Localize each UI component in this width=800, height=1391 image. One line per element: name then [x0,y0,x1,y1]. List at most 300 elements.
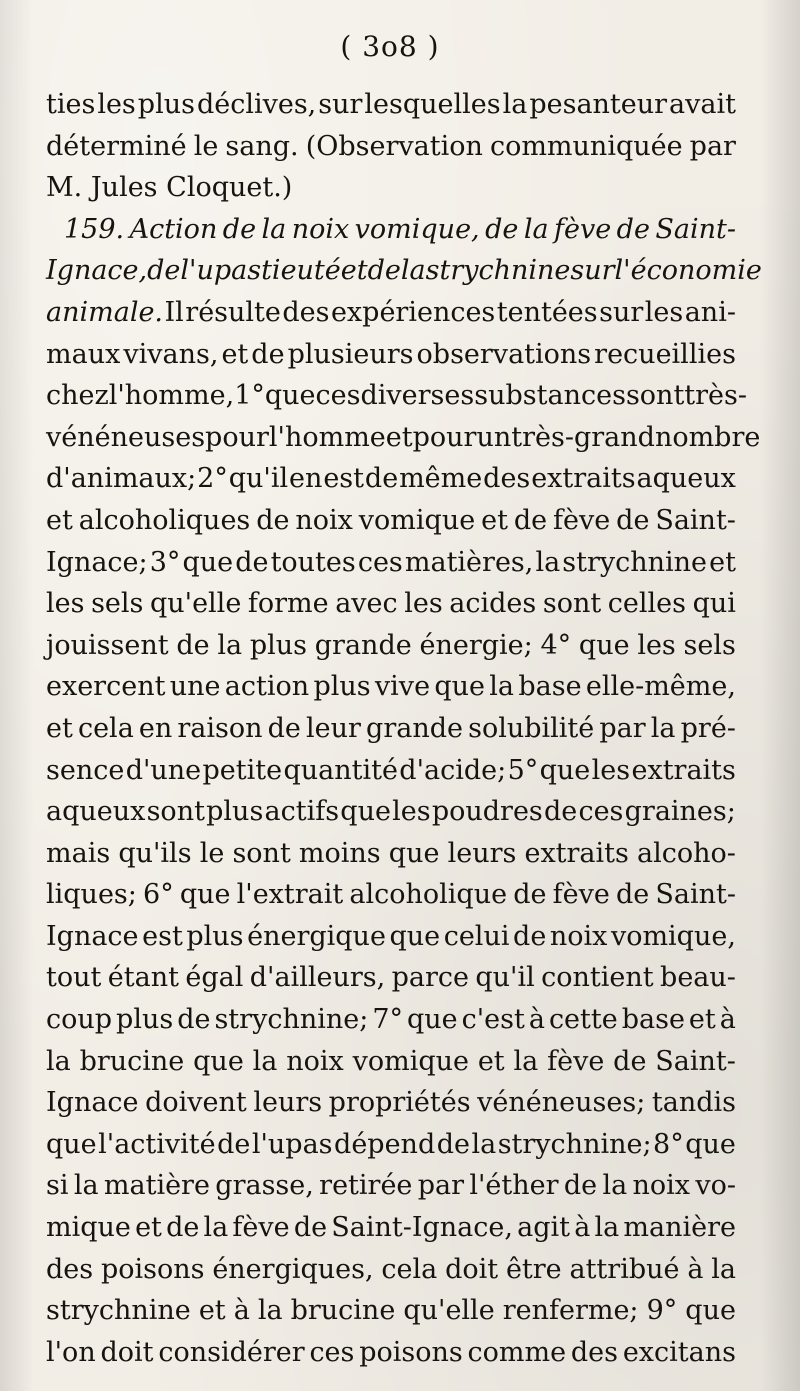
word: résulte [185,296,281,328]
italic-word: vomique, [354,213,480,245]
word: de [616,504,650,536]
word: extraits [524,837,629,869]
word: celui [443,920,510,952]
word: 5° [507,754,539,786]
word: énergiques, [212,1253,374,1285]
word: jouissent [46,629,169,661]
word: leurs [447,837,517,869]
word: M. [46,172,83,204]
text-line [46,1041,736,1083]
text-line [46,625,736,667]
word: l'upas [251,1128,333,1160]
word: elle-même, [585,671,736,703]
word: et [709,546,736,578]
word: les [404,588,443,620]
text-line [46,375,748,417]
word: Saint- [655,879,736,911]
word: diverses [360,380,475,412]
word: qu'elle [403,1295,495,1327]
text-line [46,250,762,292]
word: que [685,1128,736,1160]
word: Ignace [46,920,139,952]
word: petite [202,754,283,786]
word: matières, [404,546,534,578]
word: mique [46,1212,131,1244]
italic-word: Saint- [655,213,736,245]
word: sont [146,796,205,828]
word: des [570,1336,619,1368]
word: l'éther [469,1170,559,1202]
word: brucine [79,1045,185,1077]
word: aqueux [636,463,736,495]
word: alcoholiques [78,504,251,536]
text-line [46,1165,736,1207]
word: pré- [680,712,736,744]
word: le [193,130,219,162]
word: à [687,1253,704,1285]
word: sont [542,588,602,620]
text-line [46,666,736,708]
word: qu'ils [118,837,192,869]
word: que [539,754,591,786]
word: cela [77,712,134,744]
word: et [135,1212,162,1244]
word: tandis [651,1087,736,1119]
word: et [46,504,73,536]
word: 1° [234,380,265,412]
word: déterminé [46,130,187,162]
word: noix [632,1170,691,1202]
word: contient [541,962,654,994]
word: de [364,463,399,495]
word: d'animaux; [46,463,197,495]
italic-word: tieuté [261,255,341,287]
word: toutes [270,546,356,578]
word: excitans [622,1336,736,1368]
word: étant [107,962,179,994]
text-line [46,957,736,999]
italic-word: strychnine [425,255,571,287]
word: vénéneuses [46,421,206,453]
word: observations [416,338,592,370]
word: de [613,1045,647,1077]
word: beau- [660,962,736,994]
word: poisons [100,1253,205,1285]
word: très-grand [511,421,655,453]
word: les [591,754,631,786]
word: ces [357,546,403,578]
word: vivans, [123,338,219,370]
text-line [46,1082,736,1124]
word: de [166,1212,200,1244]
word: vive [374,671,431,703]
word: mais [46,837,111,869]
word: plus [137,89,195,120]
word: considérer [158,1336,305,1368]
word: avec [335,588,398,620]
word: la [502,89,528,120]
word: que [264,380,316,412]
word: grande [314,629,412,661]
word: d'acide; [399,754,507,786]
italic-word: 159. [64,213,125,245]
text-line [46,1249,736,1291]
word: alcoho- [637,837,736,869]
word: retirée [319,1170,413,1202]
word: actifs [264,796,340,828]
word: de [513,504,548,536]
word: qui [692,588,736,620]
word: est [142,920,183,952]
word: d'ailleurs, [249,962,386,994]
word: l'on [46,1336,96,1368]
text-line [46,708,736,750]
word: même [399,463,483,495]
word: sur [318,89,363,120]
word: la [73,1170,99,1202]
word: Saint-Ignace, [331,1212,513,1244]
italic-word: la [261,213,287,245]
word: ties [46,89,96,120]
text-line [46,292,736,334]
word: expériences [330,296,496,328]
italic-word: noix [291,213,350,245]
word: leurs [253,1087,323,1119]
word: déclives, [196,89,317,120]
word: plus [116,1004,174,1036]
text-line [46,750,736,792]
word: si [46,1170,69,1202]
word: vomique [352,1045,469,1077]
word: communiquée [489,130,683,162]
word: vo- [695,1170,736,1202]
word: grande [366,712,463,744]
word: forme [247,588,329,620]
word: et [385,421,413,453]
word: fève [547,1045,605,1077]
word: l'extrait [236,879,344,911]
word: plus [186,920,244,952]
word: l'activité [98,1128,216,1160]
word: Jules [90,172,158,204]
word: sont [625,380,685,412]
page-number: ( 3o8 ) [340,30,440,63]
text-line [46,84,736,126]
word: de [251,338,285,370]
word: noix [286,1045,344,1077]
word: qu'il [475,962,535,994]
word: que [340,796,391,828]
word: poudres [431,796,543,828]
word: de [293,1212,328,1244]
word: pour [412,421,477,453]
word: de [563,1170,598,1202]
word: de [513,920,547,952]
word: énergique [247,920,386,952]
word: de [177,1004,211,1036]
word: par [417,1170,465,1202]
word: comme [467,1336,567,1368]
word: recueillies [594,338,736,370]
word: coup [46,1004,113,1036]
word: sels [683,629,736,661]
word: fève [553,504,611,536]
word: plus [313,671,371,703]
word: quantité [283,754,398,786]
word: est [323,463,364,495]
word: attribué [569,1253,680,1285]
word: la [650,712,676,744]
text-line [46,833,736,875]
word: noix [549,920,608,952]
word: acides [449,588,537,620]
word: Ignace [46,1087,139,1119]
word: que [406,1004,458,1036]
word: matière [103,1170,210,1202]
word: des [483,463,531,495]
word: de [267,712,301,744]
italic-word: Ignace, [46,255,148,287]
word: liques; [46,879,137,911]
text-line [46,1290,736,1332]
word: noix [295,504,353,536]
italic-word: l'upas [180,255,262,287]
text-line [46,167,736,209]
word: (Observation [305,130,483,162]
text-line [46,1124,736,1166]
italic-word: la [400,255,426,287]
text-line [46,334,736,376]
word: cela [381,1253,438,1285]
word: d'une [125,754,202,786]
word: poisons [359,1336,463,1368]
word: en [138,712,173,744]
word: lesquelles [364,89,501,120]
word: l'homme [268,421,386,453]
italic-word: la [523,213,549,245]
word: que [389,920,441,952]
italic-word: de [485,213,519,245]
word: les [644,296,684,328]
word: dépend [334,1128,436,1160]
word: la [471,1128,497,1160]
word: très- [684,380,748,412]
word: la [252,1045,278,1077]
word: chez [46,380,109,412]
word: à [528,1004,545,1036]
text-line [46,417,761,459]
word: la [602,1170,628,1202]
word: sur [599,296,644,328]
word: 4° [540,629,572,661]
word: la [711,1253,736,1285]
word: à [719,1004,736,1036]
word: strychnine; [214,1004,369,1036]
word: et [688,1004,716,1036]
word: Cloquet.) [166,172,293,204]
word: la [217,629,243,661]
word: tentées [496,296,598,328]
text-line [46,542,736,584]
text-line [46,500,736,542]
word: l'homme, [108,380,235,412]
italic-word: animale. [46,296,164,328]
word: que [182,546,234,578]
word: parce [391,962,469,994]
word: par [689,130,736,162]
word: ces [309,1336,355,1368]
word: de [235,546,269,578]
word: moins [298,837,381,869]
word: vomique, [610,920,736,952]
text-line [46,583,736,625]
italic-word: l'économie [614,255,762,287]
word: cette [548,1004,618,1036]
italic-word: sur [570,255,615,287]
word: et [481,504,508,536]
word: que [179,879,231,911]
word: extraits [631,754,736,786]
word: la [594,1212,620,1244]
word: et [198,1295,226,1327]
word: que [193,1045,244,1077]
word: grasse, [215,1170,314,1202]
word: avait [669,89,736,120]
word: de [615,879,650,911]
word: solubilité [468,712,595,744]
word: la [489,671,515,703]
word: fève [552,879,610,911]
word: de [543,796,578,828]
word: de [176,629,210,661]
body-text [46,84,762,1373]
word: doit [100,1336,154,1368]
text-line [46,999,736,1041]
word: substances [474,380,626,412]
word: que [388,837,440,869]
word: tout [46,962,102,994]
word: des [46,1253,94,1285]
italic-word: de [222,213,257,245]
word: pesanteur [529,89,668,120]
word: les [392,796,431,828]
word: Saint- [655,1045,736,1077]
word: par [599,712,646,744]
word: de [436,1128,470,1160]
word: les [637,629,676,661]
word: la [513,1045,539,1077]
italic-word: fève [554,213,612,245]
word: et [46,712,73,744]
word: c'est [461,1004,525,1036]
word: alcoholique [349,879,508,911]
text-line [46,916,736,958]
word: un [476,421,512,453]
italic-word: de [367,255,401,287]
text-line [46,791,736,833]
text-line [46,1207,736,1249]
word: une [169,671,221,703]
word: égal [185,962,244,994]
word: Saint- [655,504,736,536]
word: la [257,1295,283,1327]
word: action [224,671,310,703]
word: la [203,1212,229,1244]
word: de [513,879,547,911]
word: 2° [197,463,228,495]
word: ces [315,380,361,412]
word: que [434,671,485,703]
italic-word: de [616,213,650,245]
text-line [46,209,736,251]
word: les [97,89,136,120]
word: les [46,588,85,620]
word: sont [232,837,291,869]
word: nombre [654,421,761,453]
word: plus [206,796,264,828]
word: de [217,1128,251,1160]
word: propriétés [328,1087,471,1119]
word: graines; [624,796,736,828]
word: 9° [646,1295,678,1327]
text-line [46,126,736,168]
word: base [518,671,582,703]
word: strychnine [562,546,708,578]
word: ani- [684,296,736,328]
word: 8° [653,1128,684,1160]
word: que [578,629,630,661]
word: strychnine [46,1295,191,1327]
word: à [574,1212,591,1244]
word: plus [249,629,308,661]
word: celles [607,588,687,620]
text-line [46,874,736,916]
word: sels [91,588,144,620]
word: que [46,1128,97,1160]
word: raison [177,712,263,744]
italic-word: Action [129,213,218,245]
word: le [199,837,225,869]
word: qu'il [228,463,289,495]
word: agit [517,1212,571,1244]
word: 7° [372,1004,403,1036]
word: Il [164,296,184,328]
word: exercent [46,671,166,703]
word: fève [232,1212,290,1244]
italic-word: et [340,255,368,287]
word: base [621,1004,685,1036]
word: vomique [358,504,476,536]
word: doit [445,1253,499,1285]
word: que [685,1295,736,1327]
word: qu'elle [149,588,242,620]
word: vénéneuses; [477,1087,646,1119]
word: aqueux [46,796,146,828]
word: plusieurs [287,338,414,370]
text-line [46,1332,736,1374]
word: énergie; [419,629,533,661]
word: pour [205,421,269,453]
word: extraits [531,463,636,495]
word: en [289,463,323,495]
word: renferme; [502,1295,639,1327]
word: sence [46,754,125,786]
word: être [505,1253,562,1285]
word: et [477,1045,505,1077]
word: 3° [149,546,181,578]
text-line [46,458,736,500]
word: sang. [225,130,299,162]
